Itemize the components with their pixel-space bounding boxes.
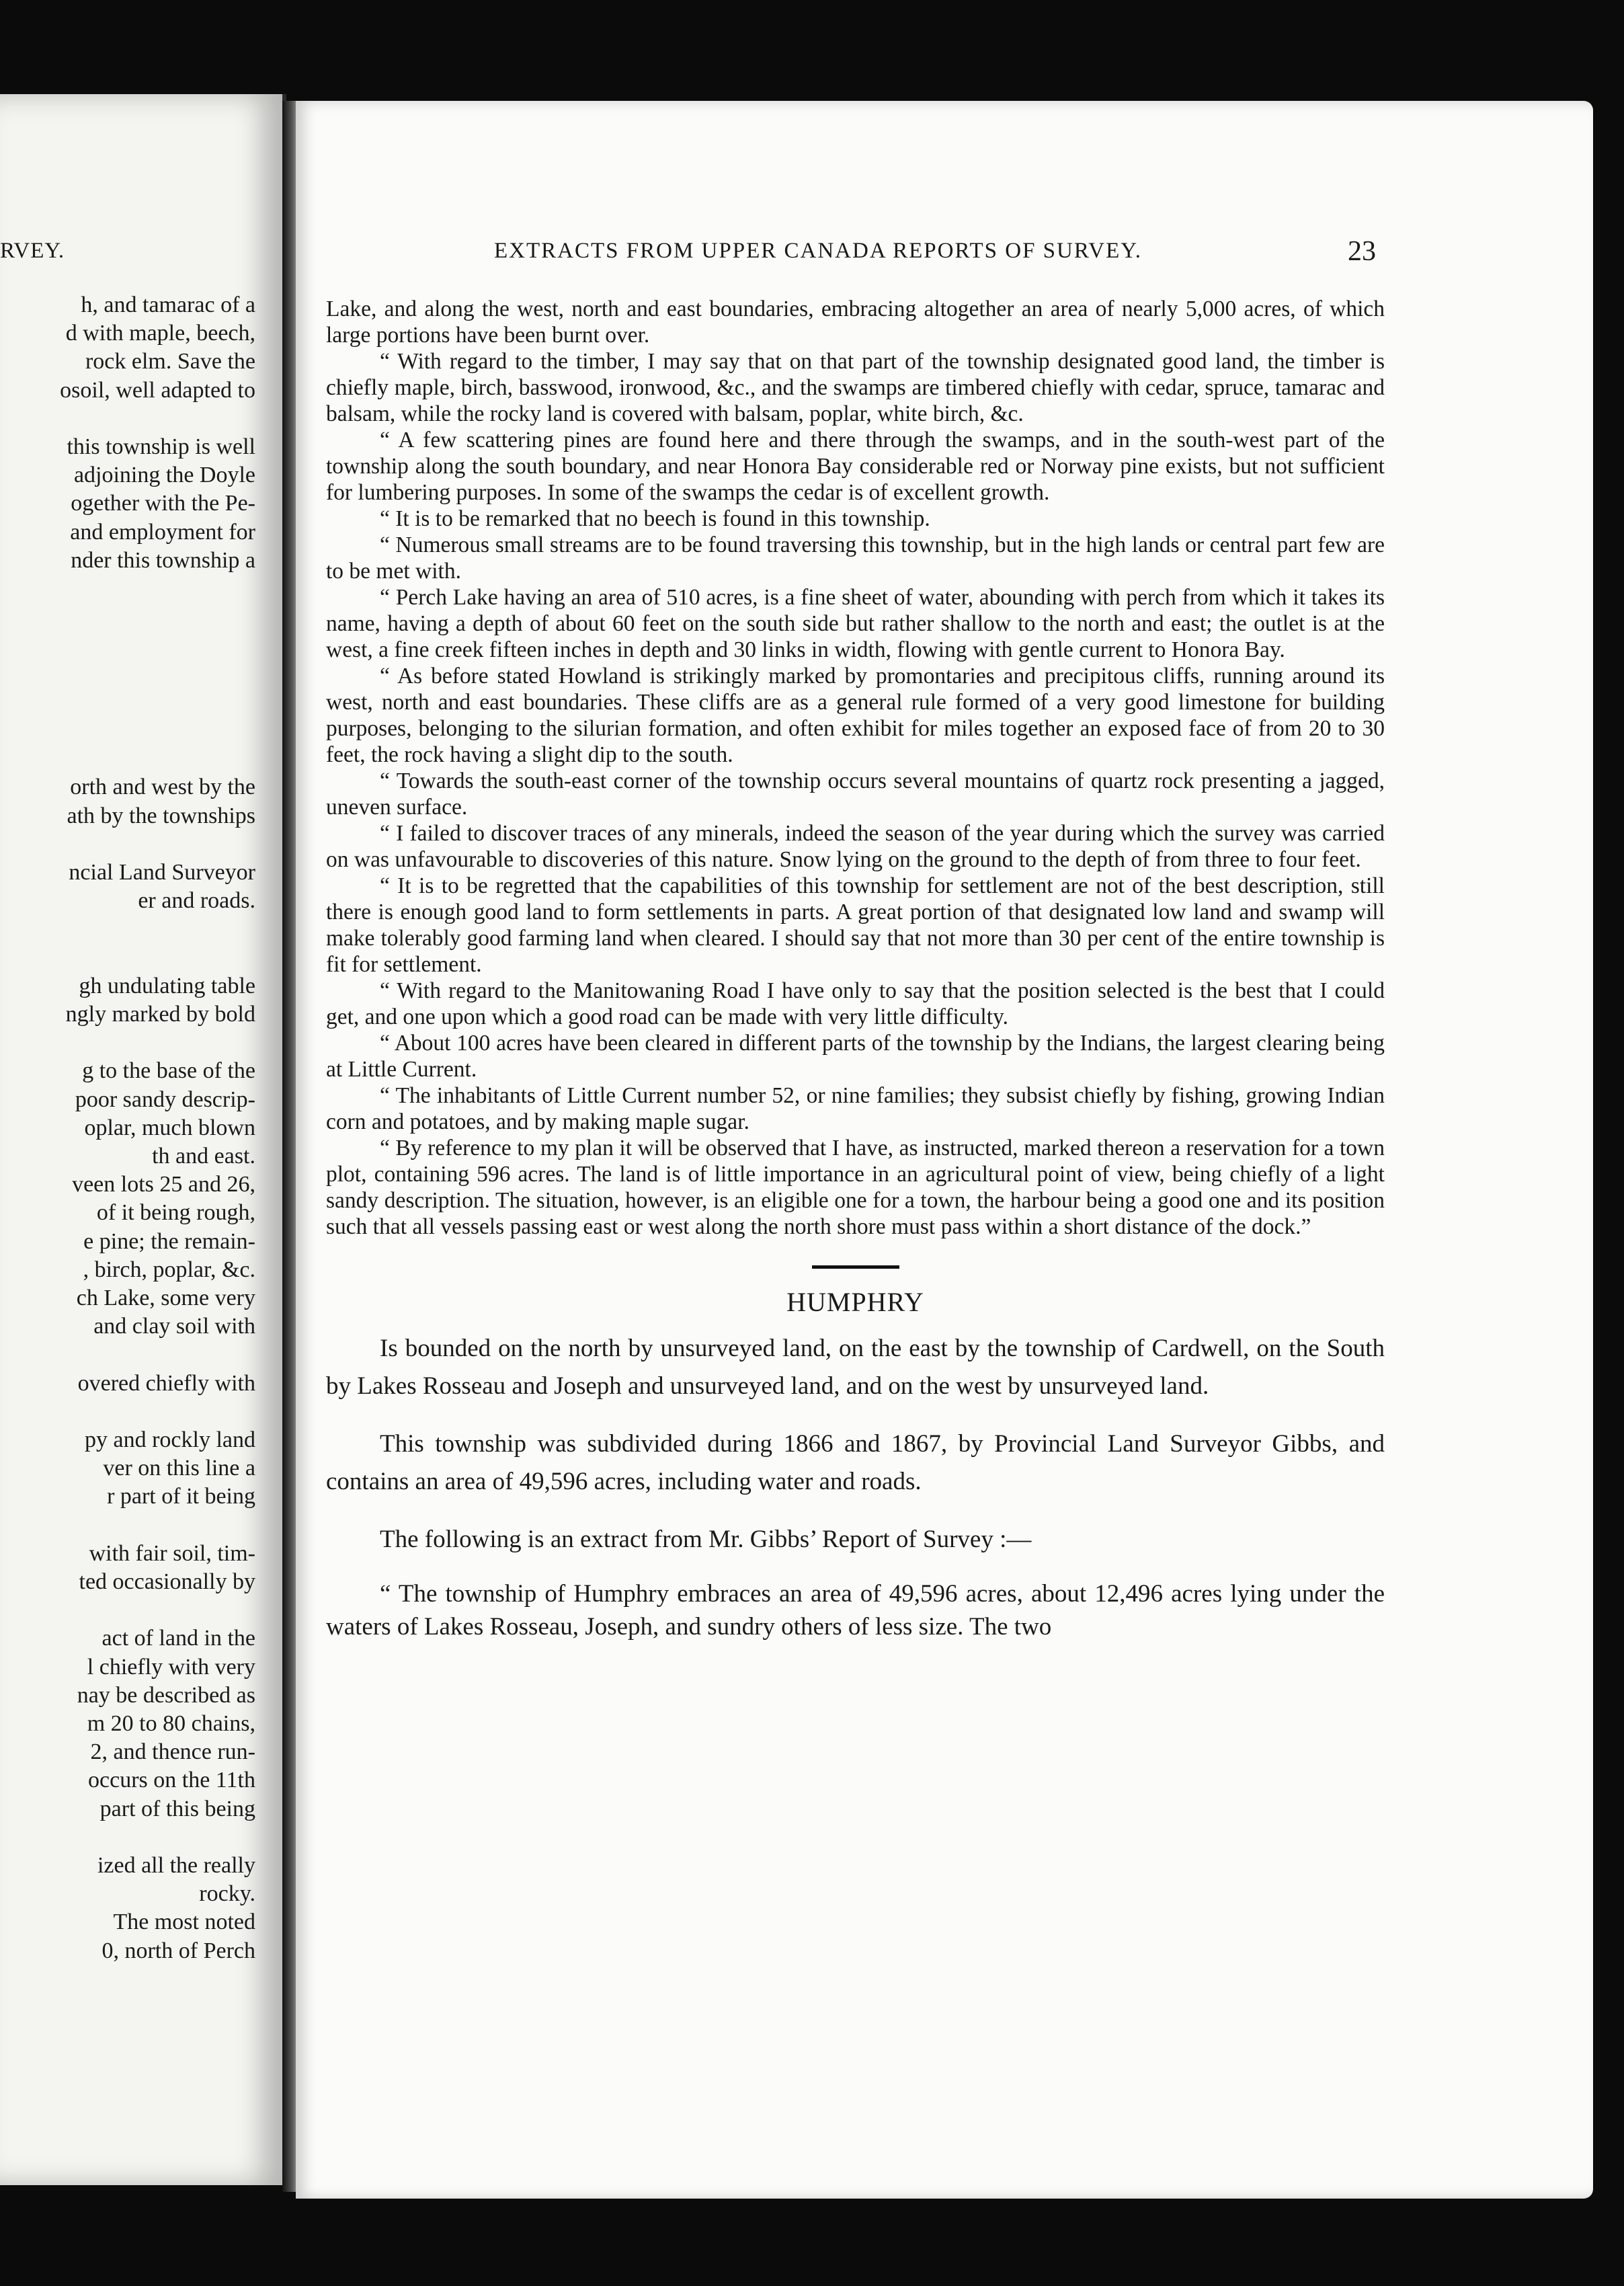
left-page-line: this township is well <box>67 434 255 459</box>
paragraph: “ Numerous small streams are to be found traversing this township, but in the high lands or central part few are to be met with. <box>326 533 1385 584</box>
left-page-line: er and roads. <box>138 888 255 914</box>
running-header: EXTRACTS FROM UPPER CANADA REPORTS OF SURVEY. <box>494 239 1143 263</box>
paragraph: “ By reference to my plan it will be observed that I have, as instructed, marked thereon a reservation for a town plot, containing 596 acres. The land is of little importance in an agricultural point of view, being chiefly of a light sandy description. The situation, however, is an eligible one for a town, the harbour being a good one and its position such that all vessels passing east or west along the north shore must pass within a short distance of the dock.” <box>326 1136 1385 1239</box>
paragraph: “ I failed to discover traces of any minerals, indeed the season of the year during which the survey was carried on was unfavourable to discoveries of this nature. Snow lying on the ground to the depth of from three to four feet. <box>326 821 1385 872</box>
left-page-line: 0, north of Perch <box>102 1938 255 1963</box>
left-page-line: h, and tamarac of a <box>81 292 255 317</box>
left-page-line: ngly marked by bold <box>65 1002 255 1027</box>
left-page-line: and clay soil with <box>93 1314 255 1339</box>
paragraph: “ Towards the south-east corner of the township occurs several mountains of quartz rock presenting a jagged, uneven surface. <box>326 768 1385 820</box>
left-page-line: m 20 to 80 chains, <box>87 1711 255 1736</box>
section-title: HUMPHRY <box>786 1287 924 1317</box>
left-page-line: nay be described as <box>77 1682 255 1708</box>
left-page-line: ized all the really <box>97 1853 255 1878</box>
paragraph: “ With regard to the Manitowaning Road I have only to say that the position selected is the best that I could get, and one upon which a good road can be made with very little difficulty. <box>326 978 1385 1029</box>
left-page-line: veen lots 25 and 26, <box>72 1172 255 1197</box>
left-page-line: r part of it being <box>107 1484 255 1509</box>
left-page-line: ath by the townships <box>67 803 255 828</box>
left-page-line: with fair soil, tim- <box>89 1540 255 1566</box>
left-page-line: rocky. <box>199 1881 255 1907</box>
left-page-line: ted occasionally by <box>79 1569 255 1594</box>
left-page-line: g to the base of the <box>82 1058 255 1084</box>
left-page-line: py and rockly land <box>85 1427 255 1452</box>
paragraph: The following is an extract from Mr. Gibbs’ Report of Survey :— <box>380 1526 1032 1553</box>
paragraph: This township was subdivided during 1866 and 1867, by Provincial Land Surveyor Gibbs, and contains an area of 49,596 acres, including water and roads. <box>326 1430 1385 1495</box>
left-page-line: ch Lake, some very <box>76 1286 255 1310</box>
paragraph: “ A few scattering pines are found here and there through the swamps, and in the south-west part of the township along the south boundary, and near Honora Bay considerable red or Norway pine exists, but not sufficient for lumbering purposes. In some of the swamps the cedar is of excellent growth. <box>326 428 1385 505</box>
section-divider <box>812 1265 899 1269</box>
left-page-line: rock elm. Save the <box>85 349 255 375</box>
report-text <box>326 296 1385 1643</box>
left-page-line: ogether with the Pe- <box>71 491 255 516</box>
paragraph: “ With regard to the timber, I may say that on that part of the township designated good land, the timber is chiefly maple, birch, basswood, ironwood, &c., and the swamps are timbered chiefly with cedar, spruce, tamarac and balsam, while the rocky land is covered with balsam, poplar, white birch, &c. <box>326 349 1385 426</box>
left-page-line: adjoining the Doyle <box>73 463 255 488</box>
paragraph: “ As before stated Howland is strikingly marked by promontaries and precipitous cliffs, running around its west, north and east boundaries. These cliffs are as a general rule formed of a very good limestone for building purposes, belonging to the silurian formation, and often exhibit for miles together an exposed face of from 20 to 30 feet, the rock having a slight dip to the south. <box>326 664 1385 767</box>
left-page-line: e pine; the remain- <box>83 1228 255 1254</box>
left-page-line: osoil, well adapted to <box>60 377 255 403</box>
paragraph: Lake, and along the west, north and east boundaries, embracing altogether an area of nearly 5,000 acres, of which large portions have been burnt over. <box>326 297 1385 348</box>
left-page-line: nder this township a <box>71 547 255 573</box>
left-page <box>0 94 286 2185</box>
closing-text <box>326 1577 1385 1643</box>
left-page-line: of it being rough, <box>96 1200 255 1226</box>
paragraph: “ It is to be remarked that no beech is found in this township. <box>380 506 930 531</box>
right-page <box>296 101 1593 2199</box>
left-page-line: overed chiefly with <box>77 1370 255 1396</box>
left-page-line: , birch, poplar, &c. <box>83 1257 255 1282</box>
left-page-line: and employment for <box>70 519 255 545</box>
left-page-line: th and east. <box>152 1144 255 1169</box>
left-page-line: l chiefly with very <box>87 1654 255 1680</box>
paragraph: “ About 100 acres have been cleared in different parts of the township by the Indians, the largest clearing being at Little Current. <box>326 1031 1385 1082</box>
left-page-line: d with maple, beech, <box>65 321 255 346</box>
left-page-header: RVEY. <box>0 239 65 263</box>
left-page-line: occurs on the 11th <box>88 1768 255 1793</box>
paragraph: “ Perch Lake having an area of 510 acres, is a fine sheet of water, abounding with perch from which it takes its name, having a depth of about 60 feet on the south side but rather shallow to the north and east; the outlet is at the west, a fine creek fifteen inches in depth and 30 links in width, flowing with gentle current to Honora Bay. <box>326 585 1385 662</box>
left-page-line: ver on this line a <box>103 1456 255 1481</box>
section-text <box>326 1330 1385 1559</box>
paragraph: “ The township of Humphry embraces an area of 49,596 acres, about 12,496 acres lying under the waters of Lakes Rosseau, Joseph, and sundry others of less size. The two <box>326 1580 1385 1641</box>
left-page-line: poor sandy descrip- <box>75 1087 255 1112</box>
left-page-line: gh undulating table <box>79 973 255 998</box>
left-page-line: ncial Land Surveyor <box>69 860 255 885</box>
left-page-line: 2, and thence run- <box>90 1739 255 1765</box>
paragraph: “ It is to be regretted that the capabilities of this township for settlement are not of the best description, still there is enough good land to form settlements in parts. A great portion of that designated low land and swamp will make tolerably good farming land when cleared. I should say that not more than 30 per cent of the entire township is fit for settlement. <box>326 873 1385 977</box>
left-page-line: orth and west by the <box>70 775 255 800</box>
paragraph: “ The inhabitants of Little Current number 52, or nine families; they subsist chiefly by fishing, growing Indian corn and potatoes, and by making maple sugar. <box>326 1083 1385 1134</box>
paragraph: Is bounded on the north by unsurveyed land, on the east by the township of Cardwell, on the South by Lakes Rosseau and Joseph and unsurveyed land, and on the west by unsurveyed land. <box>326 1335 1385 1400</box>
page-number: 23 <box>1348 236 1376 267</box>
left-page-line: oplar, much blown <box>84 1115 255 1140</box>
left-page-line: The most noted <box>113 1909 255 1935</box>
left-page-line: act of land in the <box>102 1626 255 1651</box>
left-page-line: part of this being <box>99 1796 255 1821</box>
